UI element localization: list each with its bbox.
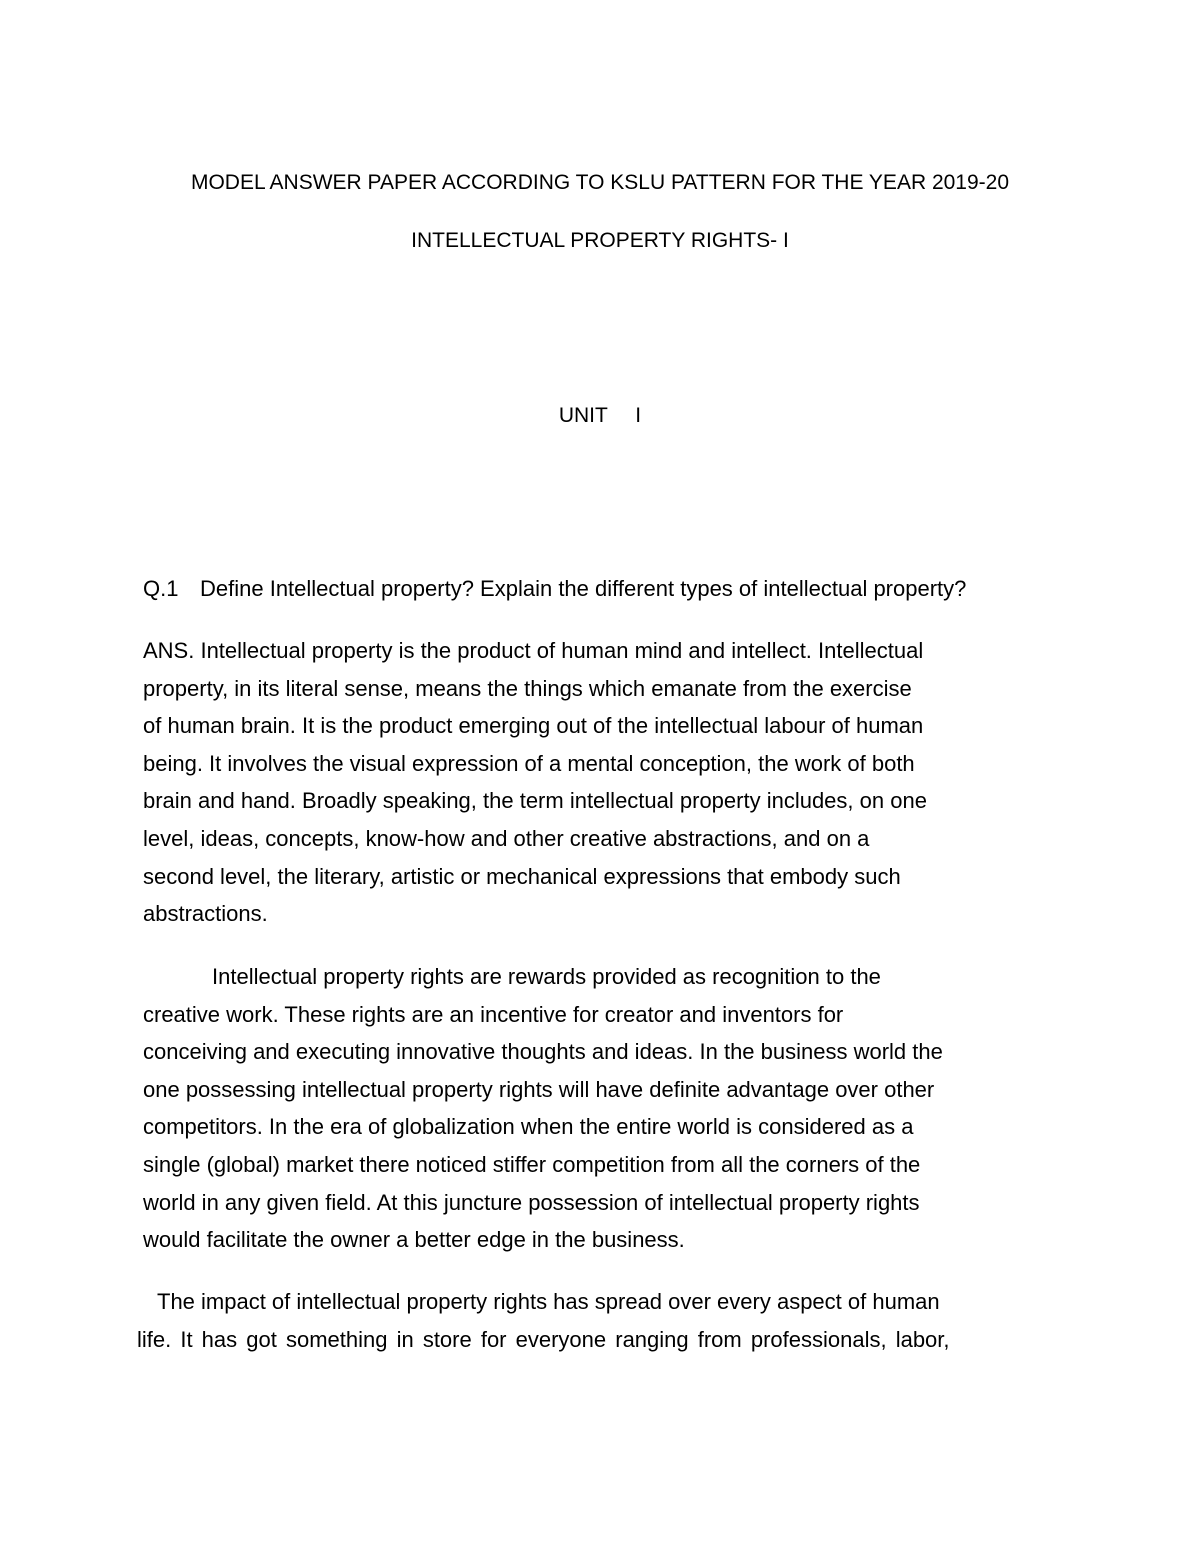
text-line: would facilitate the owner a better edge in the business. bbox=[143, 1227, 685, 1253]
text-line: of human brain. It is the product emerging out of the intellectual labour of human bbox=[143, 713, 924, 739]
text-line: conceiving and executing innovative thoughts and ideas. In the business world the bbox=[143, 1039, 943, 1065]
text-line: single (global) market there noticed stiffer competition from all the corners of the bbox=[143, 1151, 921, 1177]
text-line: The impact of intellectual property rights has spread over every aspect of human bbox=[157, 1289, 940, 1314]
text-line: life. It has got something in store for everyone ranging from professionals, labor, bbox=[137, 1326, 950, 1352]
text-line: property, in its literal sense, means the things which emanate from the exercise bbox=[143, 675, 912, 701]
text-line: second level, the literary, artistic or mechanical expressions that embody such bbox=[143, 863, 901, 889]
document-title: MODEL ANSWER PAPER ACCORDING TO KSLU PATTERN FOR THE YEAR 2019-20 bbox=[190, 171, 1010, 194]
document-subtitle: INTELLECTUAL PROPERTY RIGHTS- I bbox=[411, 229, 789, 252]
text-line: Intellectual property rights are rewards provided as recognition to the bbox=[212, 964, 881, 989]
text-line: creative work. These rights are an incentive for creator and inventors for bbox=[143, 1001, 844, 1027]
text-line: abstractions. bbox=[143, 901, 268, 927]
text-line: being. It involves the visual expression of a mental conception, the work of both bbox=[143, 750, 915, 776]
text-line: competitors. In the era of globalization when the entire world is considered as a bbox=[143, 1114, 914, 1140]
question-1 bbox=[143, 575, 966, 603]
text-line: world in any given field. At this juncture possession of intellectual property rights bbox=[143, 1189, 920, 1215]
unit-heading: UNIT I bbox=[558, 404, 642, 427]
question-text: Define Intellectual property? Explain the different types of intellectual property? bbox=[200, 576, 967, 601]
answer-paragraph-1 bbox=[143, 632, 927, 933]
question-number: Q.1 bbox=[143, 576, 179, 601]
text-line: level, ideas, concepts, know-how and other creative abstractions, and on a bbox=[143, 825, 870, 851]
answer-paragraph-3 bbox=[137, 1283, 950, 1358]
text-line: brain and hand. Broadly speaking, the term intellectual property includes, on one bbox=[143, 788, 927, 814]
text-line: one possessing intellectual property rights will have definite advantage over other bbox=[143, 1076, 935, 1102]
text-line: ANS. Intellectual property is the product of human mind and intellect. Intellectual bbox=[143, 638, 924, 663]
answer-paragraph-2 bbox=[143, 958, 943, 1259]
